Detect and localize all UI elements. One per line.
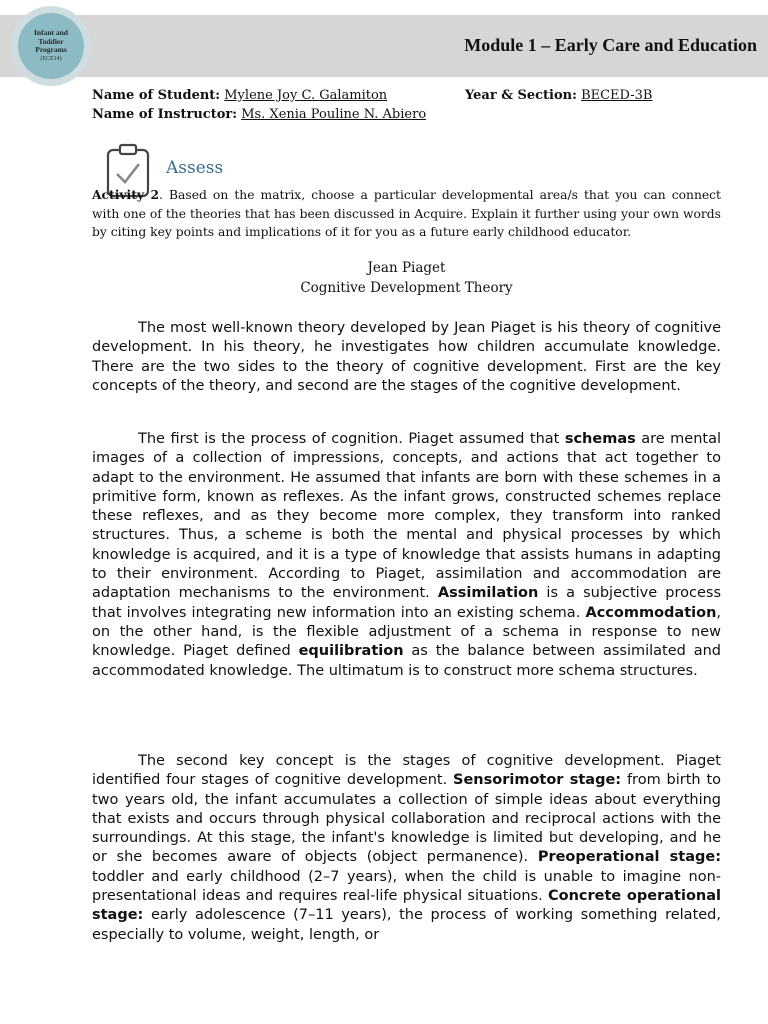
logo-line-2: Toddler	[38, 36, 64, 46]
essay-author: Jean Piaget	[367, 260, 446, 276]
year-label: Year & Section:	[465, 88, 577, 103]
paragraph-text: is a subjective process that involves integrating new information into an existing schema.	[92, 585, 721, 621]
paragraph-text: early adolescence (7–11 years), the process of working something related, especially to volume, weight, length, or	[92, 907, 721, 943]
term-preoperational-stage: Preoperational stage:	[537, 849, 721, 866]
term-equilibration: equilibration	[298, 643, 404, 660]
essay-paragraph-3	[92, 752, 721, 945]
year-section-value: BECED-3B	[581, 88, 653, 103]
term-accommodation: Accommodation	[585, 604, 717, 621]
student-label: Name of Student:	[92, 88, 221, 103]
student-name: Mylene Joy C. Galamiton	[224, 88, 388, 103]
module-title: Module 1 – Early Care and Education	[464, 35, 757, 55]
term-assimilation: Assimilation	[437, 585, 539, 602]
essay-paragraph-2	[92, 430, 721, 681]
course-logo	[11, 6, 91, 86]
instructor-name: Ms. Xenia Pouline N. Abiero	[241, 107, 427, 122]
instructor-line	[92, 107, 426, 122]
term-schemas: schemas	[564, 431, 636, 447]
paragraph-text: are mental images of a collection of impressions, concepts, and actions that act together to adapt to the environment. He assumed that infants are born with these schemes in a primitive form, known as reflexes. As the infant grows, constructed schemes replace these reflexes, and as they become more complex, they transform into ranked structures. Thus, a scheme is both the mental and physical processes by which knowledge is acquired, and it is a type of knowledge that assists humans in adapting to their environment. According to Piaget, assimilation and accommodation are adaptation mechanisms to the environment.	[92, 431, 721, 602]
paragraph-text: The second key concept is the stages of cognitive development. Piaget identified four stages of cognitive development.	[92, 753, 721, 789]
essay-theory-title: Cognitive Development Theory	[300, 280, 513, 296]
paragraph-text: The first is the process of cognition. Piaget assumed that	[138, 431, 565, 447]
logo-code: (ECE14)	[40, 55, 62, 62]
section-title: Assess	[166, 158, 224, 178]
essay-paragraph-1	[92, 319, 721, 396]
paragraph-text: from birth to two years old, the infant accumulates a collection of simple ideas about everything that exists and occurs through physical collaboration and reciprocal actions with the surroundings. At this stage, the infant's knowledge is limited but developing, and he or she becomes aware of objects (object permanence).	[92, 772, 722, 866]
activity-text: . Based on the matrix, choose a particular developmental area/s that you can connect with one of the theories that has been discussed in Acquire. Explain it further using your own words by citing key points and implications of it for you as a future early childhood educator.	[92, 188, 721, 239]
activity-label: Activity 2	[92, 187, 160, 202]
paragraph-text: toddler and early childhood (2–7 years), when the child is unable to imagine non-presentational ideas and requires real-life physical situations.	[92, 868, 721, 905]
year-section-line	[465, 88, 652, 103]
paragraph-text: as the balance between assimilated and accommodated knowledge. The ultimatum is to construct more schema structures.	[92, 643, 722, 679]
instructor-label: Name of Instructor:	[92, 107, 238, 122]
course-logo-text	[18, 13, 84, 79]
activity-instructions	[92, 186, 721, 242]
student-line	[92, 88, 387, 103]
logo-line-3: Programs	[35, 45, 67, 54]
paragraph-1-text: The most well-known theory developed by Jean Piaget is his theory of cognitive development. In his theory, he investigates how children accumulate knowledge. There are the two sides to the theory of cognitive development. First are the key concepts of the theory, and second are the stages of the cognitive development.	[92, 320, 721, 394]
paragraph-text: , on the other hand, is the flexible adjustment of a schema in response to new knowledge. Piaget defined	[92, 604, 721, 660]
term-concrete-operational-stage: Concrete operational stage:	[92, 888, 721, 924]
logo-line-1: Infant and	[34, 28, 68, 37]
term-sensorimotor-stage: Sensorimotor stage:	[453, 772, 622, 789]
